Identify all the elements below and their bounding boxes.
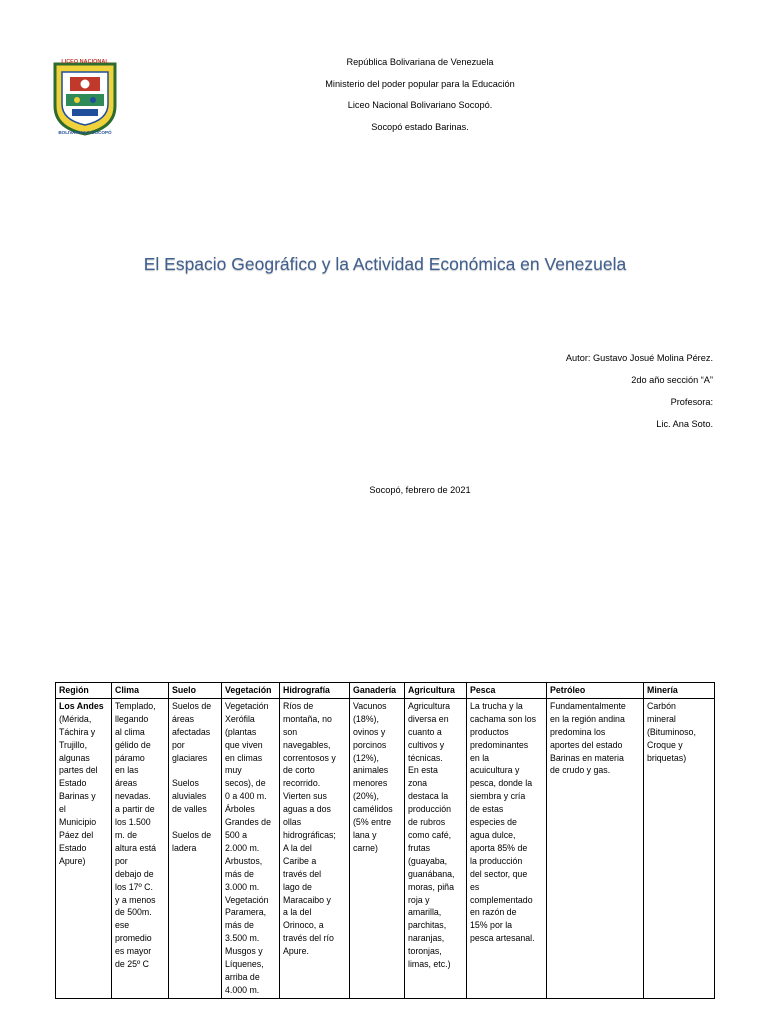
cell-mineria: Carbón mineral (Bituminoso, Croque y briquetas) [644,698,715,998]
header-agricultura: Agricultura [405,683,467,699]
cell-petroleo: Fundamentalmente en la región andina predomina los aportes del estado Barinas en materia de crudo y gas. [547,698,644,998]
author-section: 2do año sección “A” [631,375,713,385]
header-hidrografia: Hidrografía [280,683,350,699]
author-name: Autor: Gustavo Josué Molina Pérez. [565,353,713,363]
region-detail: (Mérida, Táchira y Trujillo, algunas partes del Estado Barinas y el Municipio Páez del Estado Apure) [59,713,98,866]
region-table [55,682,715,999]
cell-clima: Templado, llegando al clima gélido de páramo en las áreas nevadas. a partir de los 1.500 m. de altura está por debajo de los 17º C. y a menos de 500m. ese promedio es mayor de 25º C [112,698,169,998]
document-title: El Espacio Geográfico y la Actividad Económica en Venezuela [143,254,627,274]
header-clima: Clima [112,683,169,699]
header-region: Región [56,683,112,699]
header-country: República Bolivariana de Venezuela [346,57,494,67]
header-ministry: Ministerio del poder popular para la Educación [325,79,515,89]
header-petroleo: Petróleo [547,683,644,699]
header-location: Socopó estado Barinas. [371,122,469,132]
cell-region [56,698,112,998]
header-school: Liceo Nacional Bolivariano Socopó. [347,100,493,110]
teacher-name: Lic. Ana Soto. [656,419,713,429]
cell-hidrografia: Ríos de montaña, no son navegables, correntosos y de corto recorrido. Vierten sus aguas a dos ollas hidrográficas; A la del Caribe a través del lago de Maracaibo y a la del Orinoco, a través del río Apure. [280,698,350,998]
logo-top-text: LICEO NACIONAL [61,59,109,65]
cell-agricultura: Agricultura diversa en cuanto a cultivos y técnicas. En esta zona destaca la producción de rubros como café, frutas (guayaba, guanábana, moras, piña roja y amarilla, parchitas, naranjas, toronjas, limas, etc.) [405,698,467,998]
header-mineria: Minería [644,683,715,699]
cell-suelo: Suelos de áreas afectadas por glaciares Suelos aluviales de valles Suelos de ladera [169,698,222,998]
header-ganaderia: Ganadería [350,683,405,699]
table-row [56,698,715,998]
logo-bottom-text: BOLIVARIANO SOCOPÓ [58,130,112,135]
region-name: Los Andes [59,700,104,711]
cell-ganaderia: Vacunos (18%), ovinos y porcinos (12%), animales menores (20%), camélidos (5% entre lana y carne) [350,698,405,998]
header-vegetacion: Vegetación [222,683,280,699]
header-suelo: Suelo [169,683,222,699]
school-crest-icon [50,58,120,136]
document-date: Socopó, febrero de 2021 [369,485,471,495]
header-pesca: Pesca [467,683,547,699]
teacher-label: Profesora: [670,397,713,407]
cell-pesca: La trucha y la cachama son los productos predominantes en la acuicultura y pesca, donde la siembra y cría de estas especies de agua dulce, aporta 85% de la producción del sector, que es complementado en razón de 15% por la pesca artesanal. [467,698,547,998]
cell-vegetacion: Vegetación Xerófila (plantas que viven en climas muy secos), de 0 a 400 m. Árboles Grandes de 500 a 2.000 m. Arbustos, más de 3.000 m. Vegetación Paramera, más de 3.500 m. Musgos y Líquenes, arriba de 4.000 m. [222,698,280,998]
table-header-row [56,683,715,699]
